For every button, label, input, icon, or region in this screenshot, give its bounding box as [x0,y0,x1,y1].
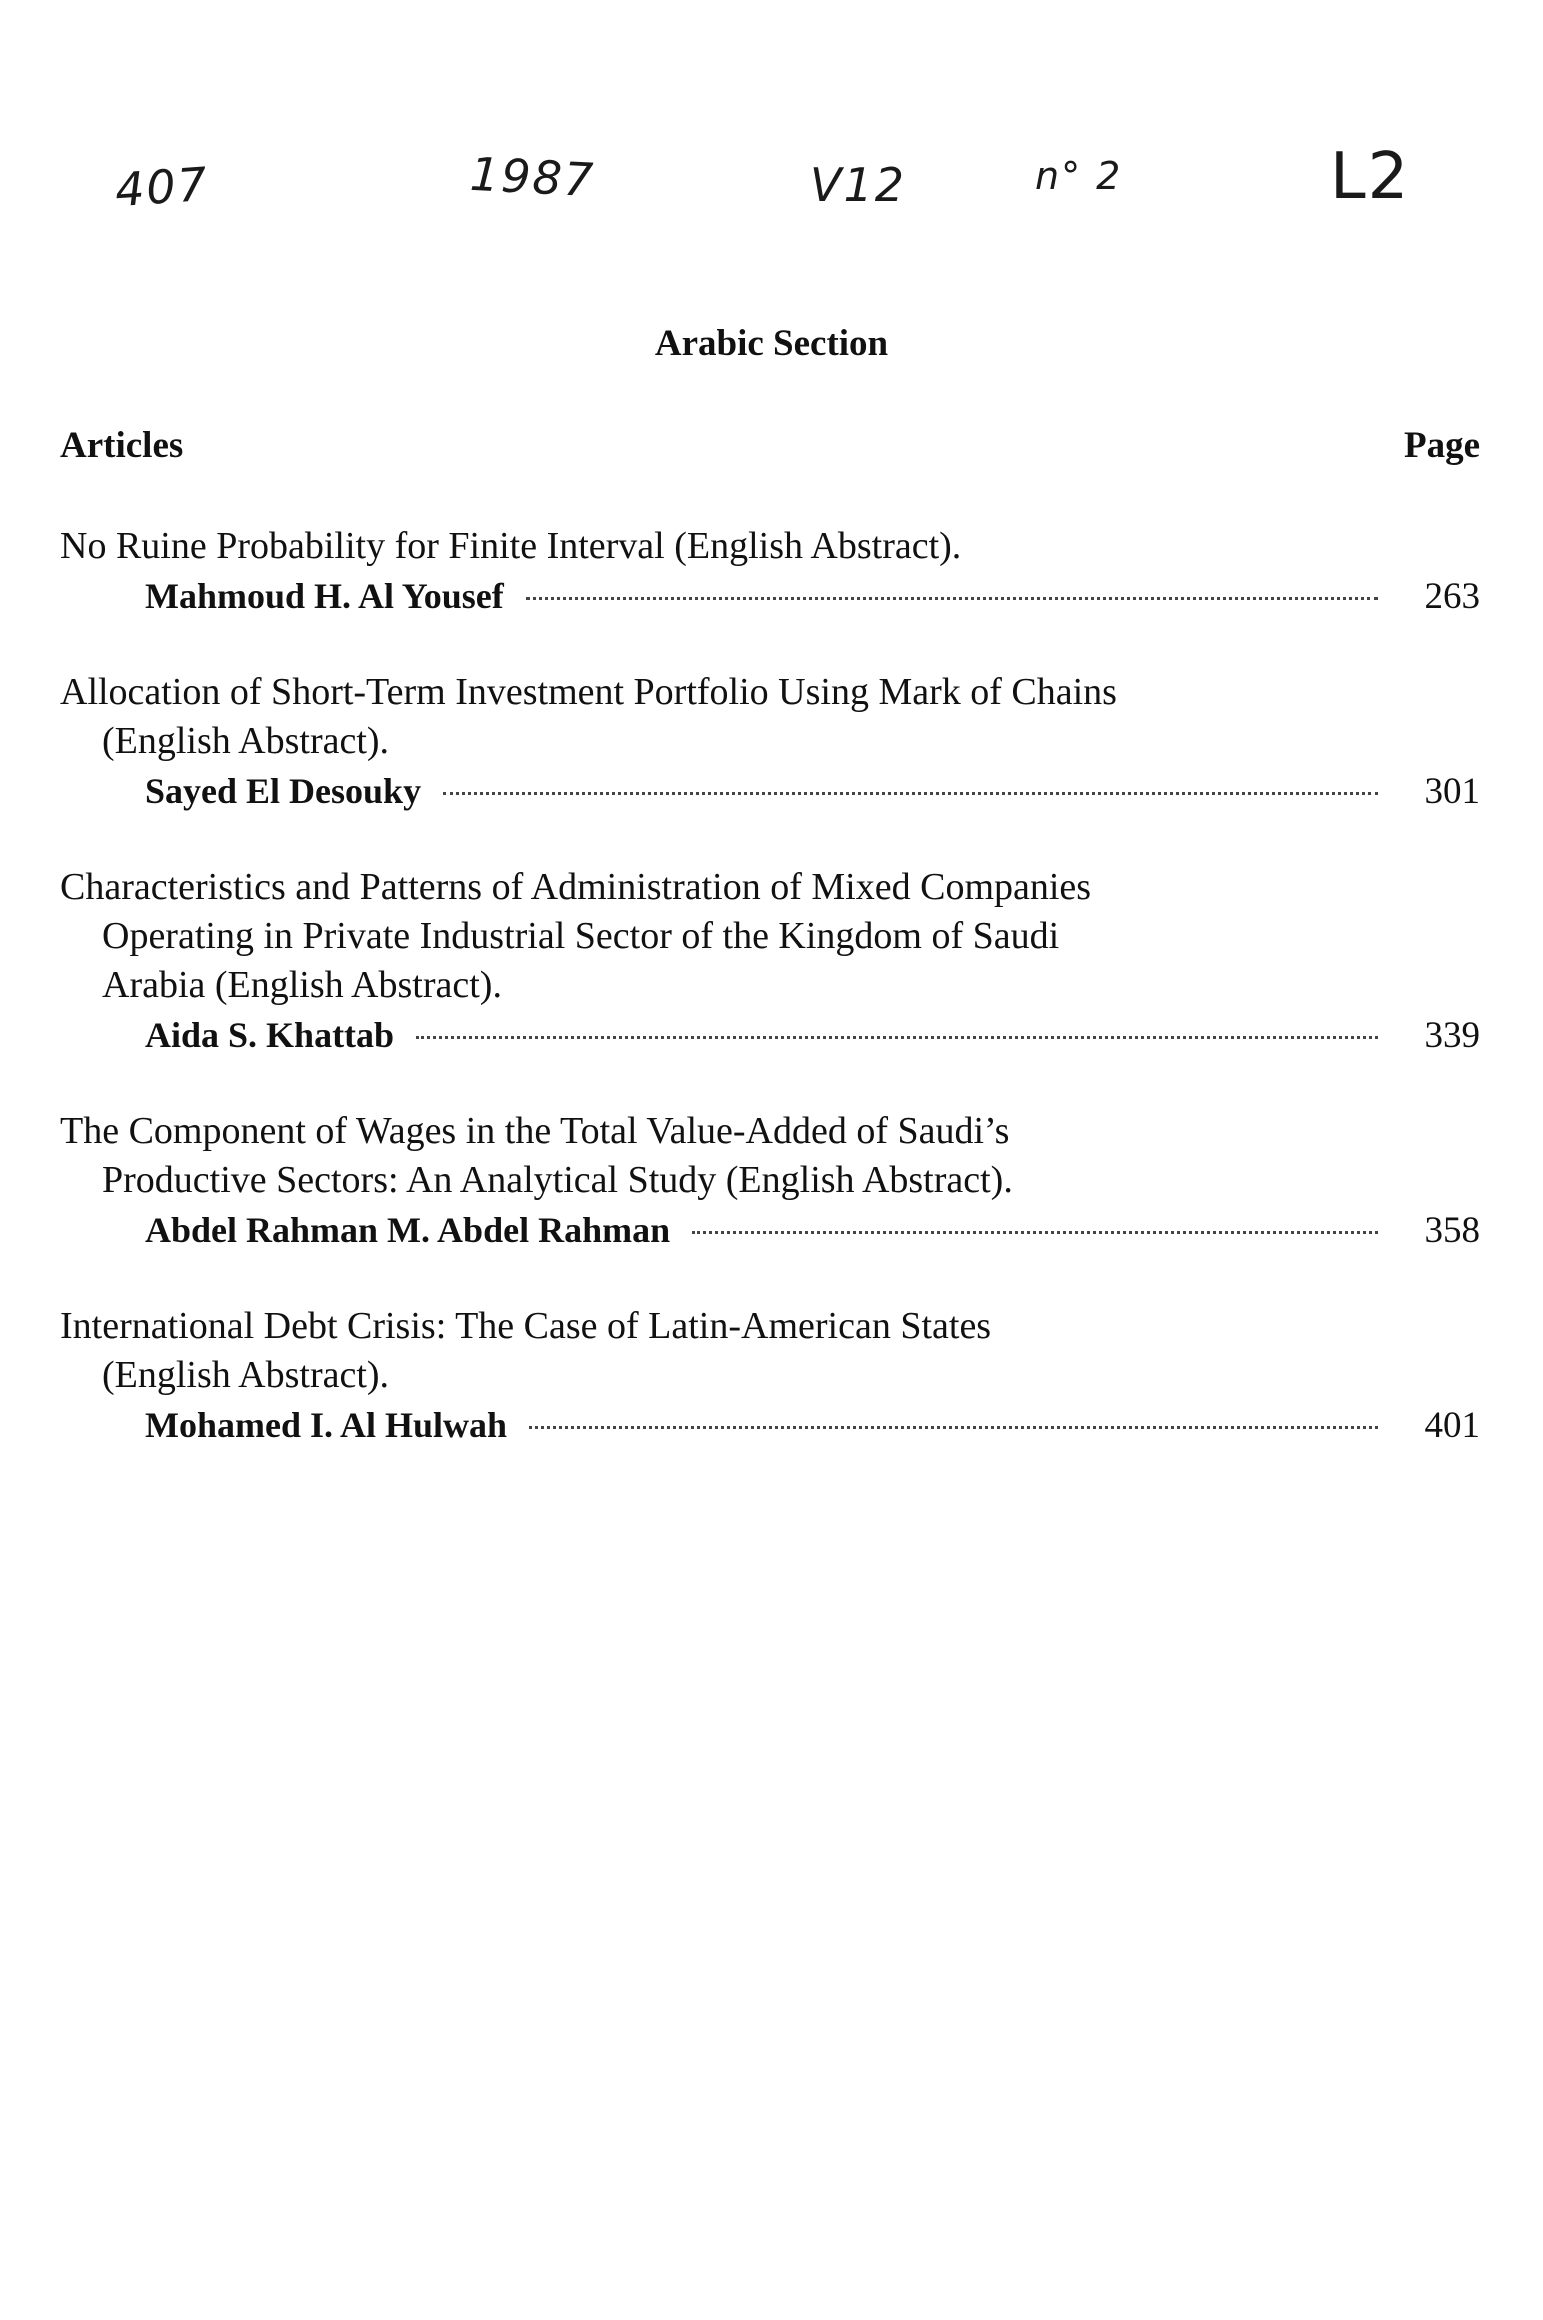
toc-entry [60,668,1480,817]
handwritten-mark: V12 [810,158,907,212]
dot-leader [529,1426,1378,1429]
handwritten-mark: n° 2 [1035,154,1123,198]
article-title-continued: Productive Sectors: An Analytical Study (English Abstract). [102,1159,1013,1201]
article-author: Mahmoud H. Al Yousef [145,576,504,616]
author-line [60,571,1480,622]
page-number: 401 [1424,1405,1480,1446]
section-title: Arabic Section [654,323,889,364]
author-line [60,766,1480,817]
author-line [60,1010,1480,1061]
dot-leader [416,1036,1378,1039]
toc-entry [60,863,1480,1061]
handwritten-mark: L2 [1330,140,1411,214]
dot-leader [692,1231,1378,1234]
page-column-header: Page [1403,425,1480,466]
article-title: The Component of Wages in the Total Value-Added of Saudi’s [60,1110,1010,1152]
article-author: Sayed El Desouky [145,771,422,811]
article-title: No Ruine Probability for Finite Interval (English Abstract). [60,525,962,567]
author-line [60,1205,1480,1256]
page-number: 339 [1424,1015,1480,1056]
table-of-contents [60,522,1480,1497]
dot-leader [443,792,1378,795]
column-headers [60,424,1480,467]
toc-entry [60,1107,1480,1256]
page-number: 263 [1424,576,1480,617]
article-title-continued: Arabia (English Abstract). [102,964,502,1006]
article-title-continued: (English Abstract). [102,1354,390,1396]
article-title: Characteristics and Patterns of Administration of Mixed Companies [60,866,1092,908]
article-author: Abdel Rahman M. Abdel Rahman [145,1210,671,1250]
handwritten-mark: 407 [113,156,211,218]
handwritten-mark: 1987 [468,146,597,208]
article-author: Aida S. Khattab [145,1015,395,1055]
article-title: International Debt Crisis: The Case of Latin-American States [60,1305,992,1347]
author-line [60,1400,1480,1451]
toc-entry [60,1302,1480,1451]
page-number: 358 [1424,1210,1480,1251]
toc-entry [60,522,1480,622]
article-author: Mohamed I. Al Hulwah [145,1405,508,1445]
article-title-continued: (English Abstract). [102,720,390,762]
page-number: 301 [1424,771,1480,812]
handwritten-annotations [0,140,1543,250]
article-title-continued: Operating in Private Industrial Sector of the Kingdom of Saudi [102,915,1060,957]
article-title: Allocation of Short-Term Investment Portfolio Using Mark of Chains [60,671,1117,713]
dot-leader [526,597,1378,600]
articles-column-header: Articles [60,425,184,466]
